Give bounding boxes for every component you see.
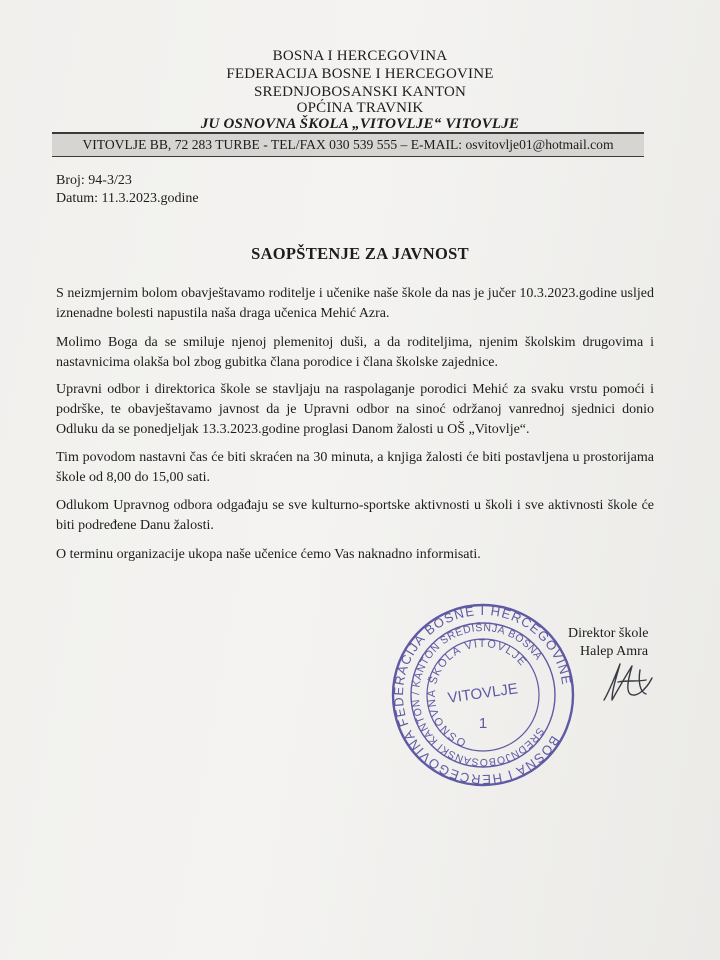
document-date: Datum: 11.3.2023.godine — [56, 191, 199, 206]
signature-name: Halep Amra — [580, 644, 649, 659]
stamp-outer-text: BOSNA I HERCEGOVINA FEDERACIJA BOSNE I HERCEGOVINE — [390, 602, 575, 788]
stamp-school-text: OSNOVNA ŠKOLA VITOVLJE — [425, 637, 530, 749]
header-canton: SREDNJOBOSANSKI KANTON — [253, 84, 467, 100]
paragraph-2: Molimo Boga da se smiluje njenoj plemenitoj duši, a da roditeljima, njenim školskim drugovima i nastavnicima olakša bol zbog gubitka člana porodice i člana školske zajednice. — [56, 335, 654, 370]
header-country: BOSNA I HERCEGOVINA — [272, 48, 448, 64]
stamp-inner-text: SREDNJOBOSANSKI KANTON / KANTON SREDIŠNJA BOSNA — [409, 621, 547, 769]
header-contact-bar: VITOVLJE BB, 72 283 TURBE - TEL/FAX 030 539 555 – E-MAIL: osvitovlje01@hotmail.com — [52, 134, 644, 157]
header-municipality: OPĆINA TRAVNIK — [296, 100, 424, 116]
header-federation: FEDERACIJA BOSNE I HERCEGOVINE — [226, 66, 494, 82]
paragraph-4: Tim povodom nastavni čas će biti skraćen na 30 minuta, a knjiga žalosti će biti postavljena u prostorijama škole od 8,00 do 15,00 sati. — [56, 450, 654, 485]
stamp-center-text: VITOVLJE — [446, 680, 519, 707]
paragraph-6: O terminu organizacije ukopa naše učenice ćemo Vas naknadno informisati. — [56, 547, 481, 562]
document-number: Broj: 94-3/23 — [56, 173, 132, 188]
official-stamp — [388, 600, 578, 790]
paragraph-5: Odlukom Upravnog odbora odgađaju se sve kulturno-sportske aktivnosti u školi i sve aktivnosti škole će biti podređene Danu žalosti. — [56, 498, 654, 533]
paragraph-3: Upravni odbor i direktorica škole se stavljaju na raspolaganje porodici Mehić za svaku vrstu pomoći i podrške, te obavještavamo javnost da je Upravni odbor na sinoć održanoj vanrednoj sjednici donio Odluku da se ponedjeljak 13.3.2023.godine proglasi Danom žalosti u OŠ „Vitovlje“. — [56, 382, 654, 437]
stamp-number: 1 — [478, 715, 488, 732]
document-title: SAOPŠTENJE ZA JAVNOST — [251, 244, 469, 263]
paragraph-1: S neizmjernim bolom obavještavamo roditelje i učenike naše škole da nas je jučer 10.3.2023.godine usljed iznenadne bolesti napustila naša draga učenica Mehić Azra. — [56, 286, 654, 321]
handwritten-signature — [596, 660, 660, 704]
header-school-name: JU OSNOVNA ŠKOLA „VITOVLJE“ VITOVLJE — [200, 116, 520, 132]
signature-role: Direktor škole — [568, 626, 649, 641]
